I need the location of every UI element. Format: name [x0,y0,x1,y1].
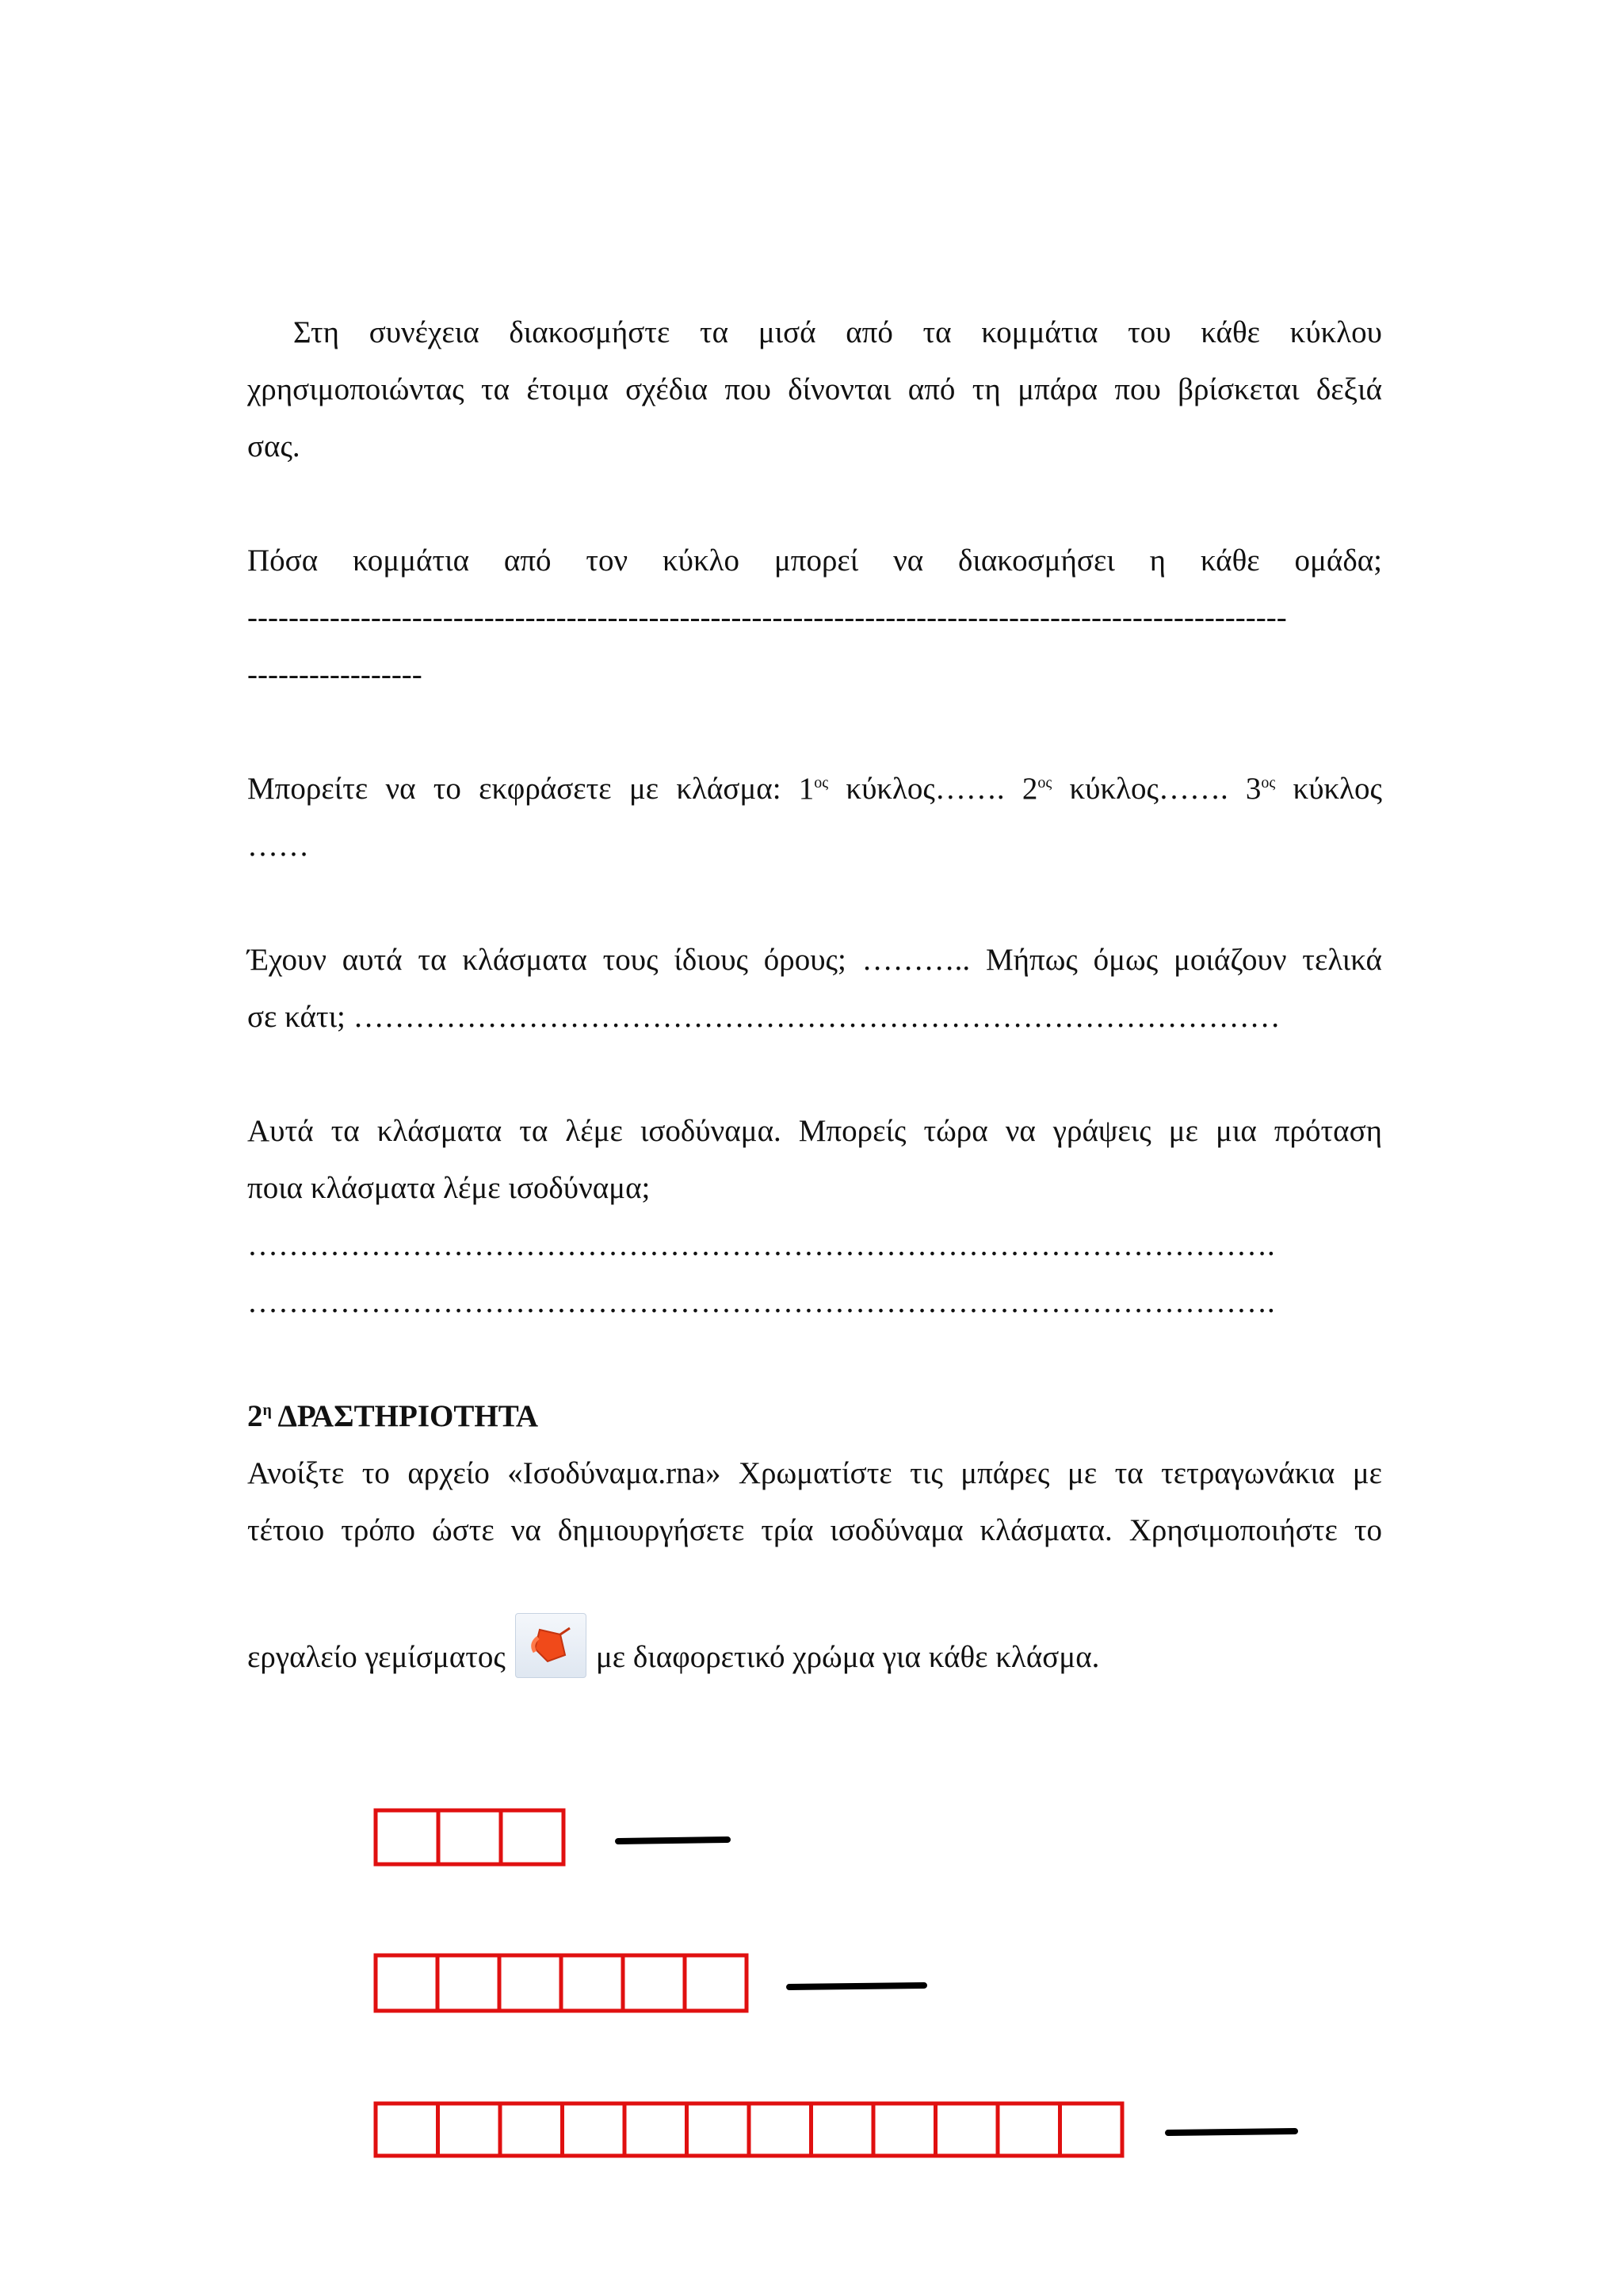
bar-1-cell-2[interactable] [438,1810,501,1864]
bar-3-cell-3[interactable] [500,2103,563,2156]
bar-2-cell-3[interactable] [499,1955,561,2011]
equivalent-line1-text: Αυτά τα κλάσματα τα λέμε ισοδύναμα. Μπορείς τώρα να γράψεις με μια πρόταση [247,1114,1382,1148]
bar-3-cell-9[interactable] [873,2103,936,2156]
activity-heading-text: $2^\eta$ ΔΡΑΣΤΗΡΙΟΤΗΤΑ [247,1399,539,1433]
equivalent-line2-text: ποια κλάσματα λέμε ισοδύναμα; [247,1171,651,1205]
bar-2-cell-2[interactable] [437,1955,499,2011]
dots-1-text: ………………………………………………………………………………………. [247,1228,1275,1262]
fraction-line-2 [789,1985,924,1987]
bar-3-cell-12[interactable] [1060,2103,1123,2156]
answer-dots-1 [247,1217,1382,1274]
bar-3-cell-4[interactable] [563,2103,625,2156]
instructions-line-2 [247,1502,1382,1559]
fraction-line-1 [618,1840,727,1841]
same-terms-question [247,932,1382,989]
fraction-bar-1[interactable] [376,1810,563,1864]
bar-3-cell-6[interactable] [687,2103,750,2156]
dots-2-text: ………………………………………………………………………………………. [247,1285,1275,1319]
answer-dots-2 [247,1274,1382,1331]
bar-2-cell-1[interactable] [376,1955,437,2011]
bar-2-cell-4[interactable] [561,1955,623,2011]
question-pieces-text: Πόσα κομμάτια από τον κύκλο μπορεί να διακοσμήσει η κάθε ομάδα; [247,543,1382,578]
instructions-line1-text: Ανοίξτε το αρχείο «Ισοδύναμα.rna» Χρωματίστε τις μπάρες με τα τετραγωνάκια με [247,1456,1382,1490]
instructions-line2-text: τέτοιο τρόπο ώστε να δημιουργήσετε τρία ισοδύναμα κλάσματα. Χρησιμοποιήστε το [247,1513,1382,1547]
instructions-line-1 [247,1445,1382,1502]
activity-heading [247,1388,1382,1445]
fraction-expression-dots: …… [247,829,309,863]
p1-line3-text: σας. [247,429,300,463]
instructions-line3b-text: με διαφορετικό χρώμα για κάθε κλάσμα. [595,1640,1100,1674]
paragraph-1-line-1 [247,304,1382,361]
same-terms-line2-text: σε κάτι; ……………………………………………………………………………… [247,1000,1281,1034]
fraction-expression-line-2 [247,818,1382,875]
instructions-line-3 [247,1613,1382,1686]
bar-3-cell-10[interactable] [936,2103,999,2156]
fraction-expression-line [247,761,1382,818]
bar-3-cell-2[interactable] [438,2103,501,2156]
bar-3-cell-11[interactable] [998,2103,1060,2156]
paragraph-1-line-2 [247,361,1382,418]
paint-bucket-icon [515,1613,586,1678]
question-pieces [247,532,1382,589]
instructions-line3a-text: εργαλείο γεμίσματος [247,1640,506,1674]
equivalent-definition-line-2 [247,1160,1382,1217]
fraction-bar-2[interactable] [376,1955,747,2011]
bar-1-cell-3[interactable] [501,1810,563,1864]
bar-3-cell-8[interactable] [812,2103,874,2156]
paragraph-1-line-3 [247,418,1382,475]
bar-3-cell-1[interactable] [376,2103,438,2156]
bar-1-cell-1[interactable] [376,1810,438,1864]
answer-dashes-short [247,646,1382,704]
bar-3-cell-5[interactable] [624,2103,687,2156]
equivalent-definition-line-1 [247,1103,1382,1160]
dashes-long-text: ----------------------------------------------------------------------------------------------------- [247,601,1287,635]
fraction-bar-3[interactable] [376,2103,1122,2156]
fraction-line-3 [1168,2131,1295,2133]
answer-dashes-long [247,589,1382,646]
dashes-short-text: ----------------- [247,658,422,692]
bar-2-cell-6[interactable] [685,1955,747,2011]
same-terms-line-2 [247,989,1382,1046]
p1-line1-text: Στη συνέχεια διακοσμήστε τα μισά από τα κομμάτια του κάθε κύκλου [293,315,1382,349]
same-terms-text: Έχουν αυτά τα κλάσματα τους ίδιους όρους; ……….. Μήπως όμως μοιάζουν τελικά [247,943,1382,977]
bar-3-cell-7[interactable] [749,2103,812,2156]
fraction-expression-text: Μπορείτε να το εκφράσετε με κλάσμα: $1^{o\varsigma}$ κύκλος……. $2^{o\varsigma}$ κύκλος……. $3^{o\varsigma}$ κύκλος [247,772,1383,806]
bar-2-cell-5[interactable] [623,1955,685,2011]
p1-line2-text: χρησιμοποιώντας τα έτοιμα σχέδια που δίνονται από τη μπάρα που βρίσκεται δεξιά [247,372,1382,406]
